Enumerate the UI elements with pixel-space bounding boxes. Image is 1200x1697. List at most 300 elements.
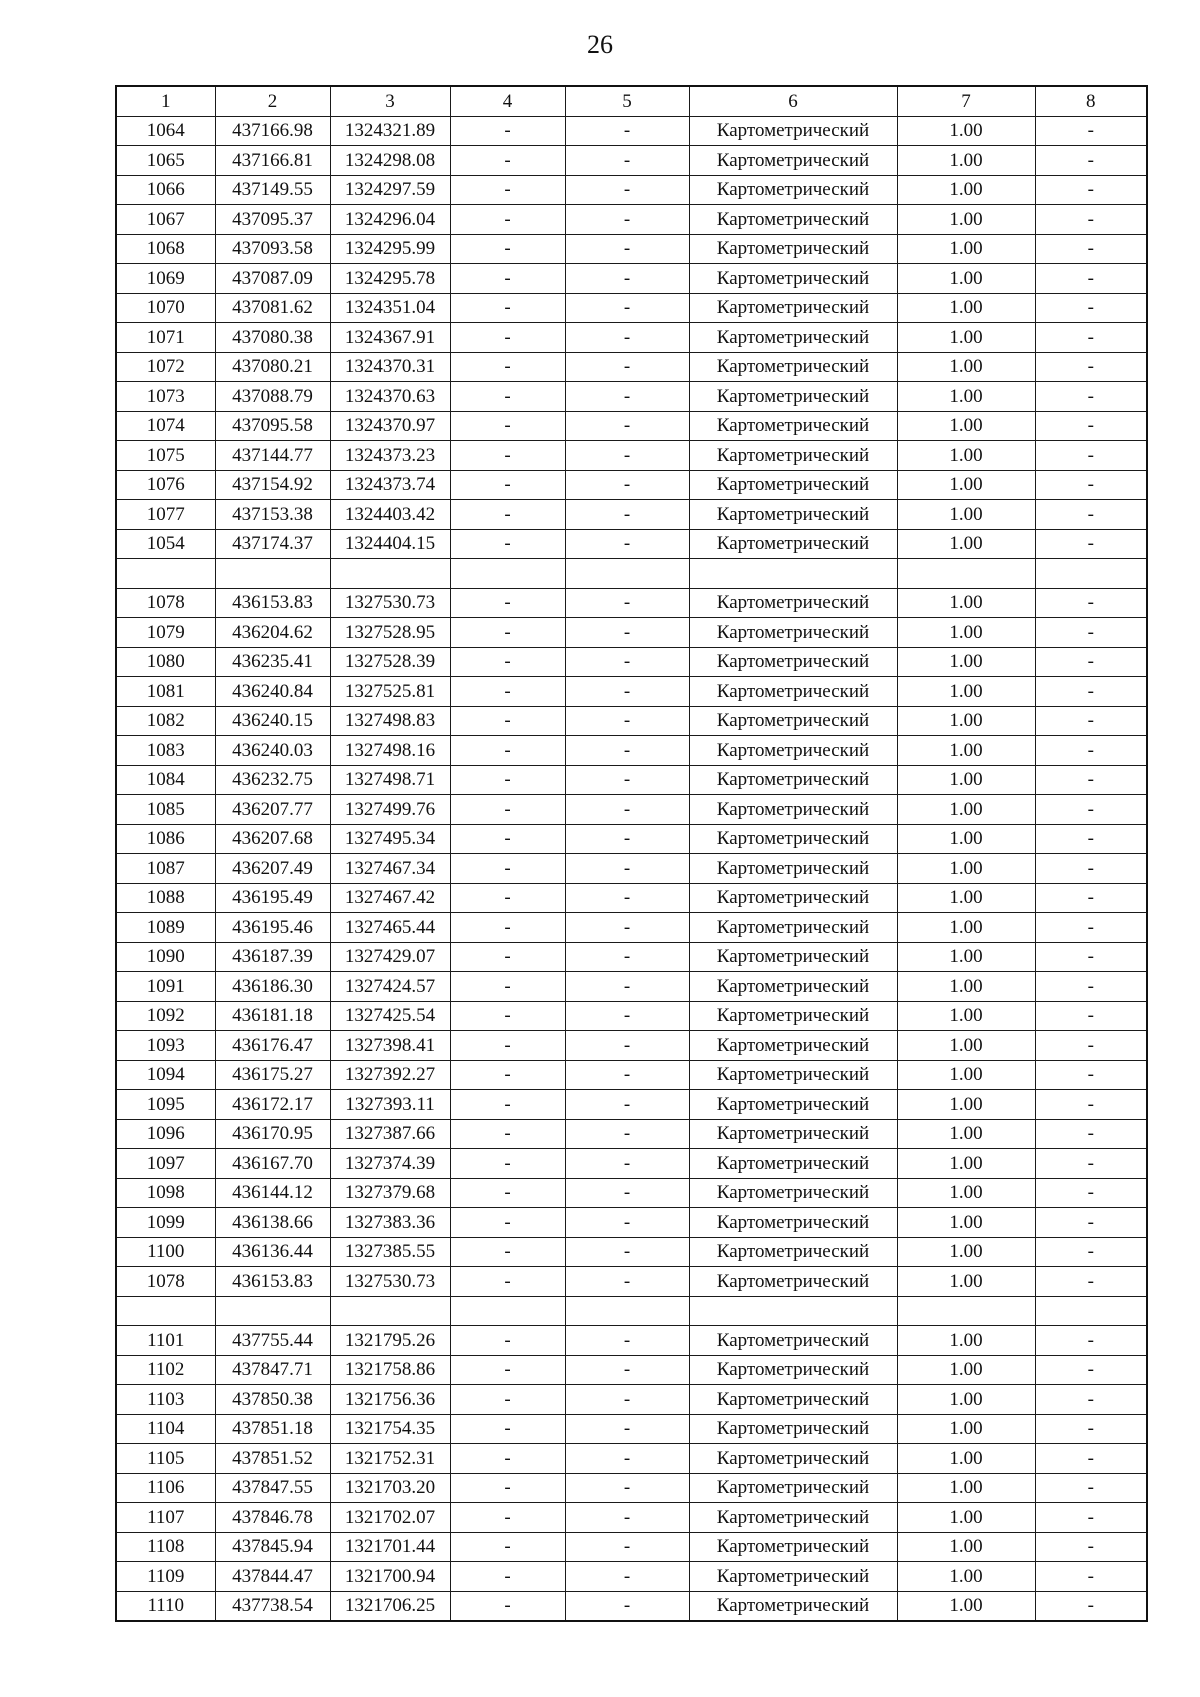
y-coordinate-cell: 1327424.57: [330, 972, 450, 1002]
col4-cell: -: [450, 146, 565, 176]
y-coordinate-cell: 1321706.25: [330, 1591, 450, 1621]
col5-cell: -: [565, 264, 689, 294]
col4-cell: [450, 559, 565, 589]
col8-cell: -: [1035, 1090, 1147, 1120]
method-cell: Картометрический: [689, 1208, 897, 1238]
table-row: [116, 441, 1147, 471]
method-cell: Картометрический: [689, 529, 897, 559]
point-number-cell: 1098: [116, 1178, 215, 1208]
y-coordinate-cell: 1327498.83: [330, 706, 450, 736]
method-cell: Картометрический: [689, 824, 897, 854]
method-cell: Картометрический: [689, 175, 897, 205]
point-number-cell: 1102: [116, 1355, 215, 1385]
x-coordinate-cell: 437149.55: [215, 175, 330, 205]
point-number-cell: 1081: [116, 677, 215, 707]
precision-cell: [897, 559, 1035, 589]
x-coordinate-cell: 437081.62: [215, 293, 330, 323]
point-number-cell: 1089: [116, 913, 215, 943]
y-coordinate-cell: 1321752.31: [330, 1444, 450, 1474]
precision-cell: 1.00: [897, 647, 1035, 677]
col8-cell: -: [1035, 1532, 1147, 1562]
method-cell: Картометрический: [689, 1591, 897, 1621]
col8-cell: -: [1035, 618, 1147, 648]
precision-cell: 1.00: [897, 1119, 1035, 1149]
x-coordinate-cell: 436138.66: [215, 1208, 330, 1238]
x-coordinate-cell: 436235.41: [215, 647, 330, 677]
table-row: [116, 913, 1147, 943]
precision-cell: 1.00: [897, 1208, 1035, 1238]
column-header: 7: [897, 86, 1035, 116]
y-coordinate-cell: 1327528.39: [330, 647, 450, 677]
precision-cell: 1.00: [897, 1385, 1035, 1415]
col8-cell: -: [1035, 352, 1147, 382]
x-coordinate-cell: 437851.52: [215, 1444, 330, 1474]
x-coordinate-cell: 437847.55: [215, 1473, 330, 1503]
col5-cell: -: [565, 323, 689, 353]
col4-cell: -: [450, 1267, 565, 1297]
col5-cell: -: [565, 883, 689, 913]
page-number: 26: [587, 30, 613, 59]
method-cell: Картометрический: [689, 234, 897, 264]
table-row: [116, 559, 1147, 589]
col5-cell: -: [565, 1267, 689, 1297]
x-coordinate-cell: 437144.77: [215, 441, 330, 471]
precision-cell: 1.00: [897, 175, 1035, 205]
col4-cell: -: [450, 854, 565, 884]
precision-cell: 1.00: [897, 1031, 1035, 1061]
col4-cell: -: [450, 1532, 565, 1562]
col5-cell: -: [565, 1532, 689, 1562]
column-header: 4: [450, 86, 565, 116]
point-number-cell: 1074: [116, 411, 215, 441]
col5-cell: [565, 559, 689, 589]
precision-cell: 1.00: [897, 1562, 1035, 1592]
col4-cell: -: [450, 942, 565, 972]
table-row: [116, 1503, 1147, 1533]
col8-cell: -: [1035, 411, 1147, 441]
col4-cell: -: [450, 765, 565, 795]
point-number-cell: 1080: [116, 647, 215, 677]
y-coordinate-cell: 1321795.26: [330, 1326, 450, 1356]
col4-cell: -: [450, 293, 565, 323]
precision-cell: 1.00: [897, 441, 1035, 471]
col5-cell: [565, 1296, 689, 1326]
table-row: [116, 264, 1147, 294]
y-coordinate-cell: 1324321.89: [330, 116, 450, 146]
y-coordinate-cell: 1327385.55: [330, 1237, 450, 1267]
col5-cell: -: [565, 913, 689, 943]
method-cell: Картометрический: [689, 500, 897, 530]
col4-cell: -: [450, 411, 565, 441]
y-coordinate-cell: 1321701.44: [330, 1532, 450, 1562]
precision-cell: 1.00: [897, 795, 1035, 825]
y-coordinate-cell: 1324403.42: [330, 500, 450, 530]
col5-cell: -: [565, 1090, 689, 1120]
col4-cell: -: [450, 323, 565, 353]
precision-cell: 1.00: [897, 146, 1035, 176]
col5-cell: -: [565, 116, 689, 146]
col8-cell: -: [1035, 1503, 1147, 1533]
col8-cell: -: [1035, 293, 1147, 323]
method-cell: Картометрический: [689, 264, 897, 294]
col4-cell: -: [450, 1178, 565, 1208]
table-row: [116, 647, 1147, 677]
method-cell: Картометрический: [689, 382, 897, 412]
col5-cell: -: [565, 1208, 689, 1238]
col8-cell: -: [1035, 264, 1147, 294]
table-row: [116, 1031, 1147, 1061]
x-coordinate-cell: 436153.83: [215, 588, 330, 618]
y-coordinate-cell: 1327499.76: [330, 795, 450, 825]
precision-cell: 1.00: [897, 234, 1035, 264]
y-coordinate-cell: 1324370.97: [330, 411, 450, 441]
method-cell: Картометрический: [689, 470, 897, 500]
y-coordinate-cell: 1327528.95: [330, 618, 450, 648]
col8-cell: -: [1035, 500, 1147, 530]
method-cell: Картометрический: [689, 1149, 897, 1179]
y-coordinate-cell: 1327374.39: [330, 1149, 450, 1179]
col8-cell: -: [1035, 234, 1147, 264]
method-cell: Картометрический: [689, 1001, 897, 1031]
point-number-cell: 1078: [116, 1267, 215, 1297]
x-coordinate-cell: 437847.71: [215, 1355, 330, 1385]
col8-cell: -: [1035, 1031, 1147, 1061]
y-coordinate-cell: 1324370.63: [330, 382, 450, 412]
x-coordinate-cell: 437095.58: [215, 411, 330, 441]
precision-cell: 1.00: [897, 1060, 1035, 1090]
method-cell: Картометрический: [689, 1444, 897, 1474]
y-coordinate-cell: 1327429.07: [330, 942, 450, 972]
y-coordinate-cell: 1327465.44: [330, 913, 450, 943]
method-cell: Картометрический: [689, 588, 897, 618]
col5-cell: -: [565, 146, 689, 176]
col4-cell: -: [450, 1591, 565, 1621]
point-number-cell: 1068: [116, 234, 215, 264]
x-coordinate-cell: 437850.38: [215, 1385, 330, 1415]
x-coordinate-cell: 436207.77: [215, 795, 330, 825]
method-cell: Картометрический: [689, 323, 897, 353]
point-number-cell: 1094: [116, 1060, 215, 1090]
method-cell: Картометрический: [689, 972, 897, 1002]
col8-cell: -: [1035, 765, 1147, 795]
col5-cell: -: [565, 175, 689, 205]
precision-cell: 1.00: [897, 854, 1035, 884]
method-cell: Картометрический: [689, 1031, 897, 1061]
point-number-cell: 1078: [116, 588, 215, 618]
col5-cell: -: [565, 1473, 689, 1503]
point-number-cell: 1070: [116, 293, 215, 323]
col8-cell: -: [1035, 706, 1147, 736]
point-number-cell: 1071: [116, 323, 215, 353]
precision-cell: 1.00: [897, 1149, 1035, 1179]
method-cell: Картометрический: [689, 618, 897, 648]
point-number-cell: 1075: [116, 441, 215, 471]
point-number-cell: 1079: [116, 618, 215, 648]
x-coordinate-cell: 436181.18: [215, 1001, 330, 1031]
point-number-cell: 1105: [116, 1444, 215, 1474]
col5-cell: -: [565, 529, 689, 559]
point-number-cell: 1086: [116, 824, 215, 854]
point-number-cell: 1073: [116, 382, 215, 412]
table-row: [116, 1149, 1147, 1179]
point-number-cell: 1072: [116, 352, 215, 382]
x-coordinate-cell: 437153.38: [215, 500, 330, 530]
y-coordinate-cell: 1324370.31: [330, 352, 450, 382]
precision-cell: 1.00: [897, 706, 1035, 736]
precision-cell: 1.00: [897, 1178, 1035, 1208]
table-row: [116, 854, 1147, 884]
y-coordinate-cell: 1321703.20: [330, 1473, 450, 1503]
col4-cell: -: [450, 441, 565, 471]
col8-cell: -: [1035, 647, 1147, 677]
precision-cell: 1.00: [897, 1237, 1035, 1267]
y-coordinate-cell: 1327530.73: [330, 1267, 450, 1297]
table-row: [116, 293, 1147, 323]
col5-cell: -: [565, 854, 689, 884]
x-coordinate-cell: 436176.47: [215, 1031, 330, 1061]
col4-cell: -: [450, 883, 565, 913]
table-row: [116, 352, 1147, 382]
x-coordinate-cell: 437851.18: [215, 1414, 330, 1444]
table-row: [116, 116, 1147, 146]
table-row: [116, 588, 1147, 618]
y-coordinate-cell: 1327467.34: [330, 854, 450, 884]
point-number-cell: 1054: [116, 529, 215, 559]
col5-cell: -: [565, 972, 689, 1002]
col8-cell: -: [1035, 146, 1147, 176]
method-cell: Картометрический: [689, 1473, 897, 1503]
col4-cell: -: [450, 175, 565, 205]
table-header-row: [116, 86, 1147, 116]
col5-cell: -: [565, 706, 689, 736]
point-number-cell: 1065: [116, 146, 215, 176]
precision-cell: 1.00: [897, 1503, 1035, 1533]
point-number-cell: 1109: [116, 1562, 215, 1592]
method-cell: Картометрический: [689, 913, 897, 943]
col8-cell: -: [1035, 470, 1147, 500]
table-row: [116, 972, 1147, 1002]
table-row: [116, 1090, 1147, 1120]
x-coordinate-cell: 437174.37: [215, 529, 330, 559]
col8-cell: -: [1035, 116, 1147, 146]
col4-cell: -: [450, 470, 565, 500]
method-cell: Картометрический: [689, 1385, 897, 1415]
x-coordinate-cell: 436186.30: [215, 972, 330, 1002]
method-cell: Картометрический: [689, 411, 897, 441]
x-coordinate-cell: 436136.44: [215, 1237, 330, 1267]
col4-cell: -: [450, 706, 565, 736]
precision-cell: 1.00: [897, 1532, 1035, 1562]
col4-cell: -: [450, 795, 565, 825]
x-coordinate-cell: 437846.78: [215, 1503, 330, 1533]
col5-cell: -: [565, 1503, 689, 1533]
x-coordinate-cell: 436240.03: [215, 736, 330, 766]
method-cell: Картометрический: [689, 706, 897, 736]
col5-cell: -: [565, 293, 689, 323]
precision-cell: 1.00: [897, 500, 1035, 530]
y-coordinate-cell: 1327530.73: [330, 588, 450, 618]
col5-cell: -: [565, 470, 689, 500]
col4-cell: -: [450, 1001, 565, 1031]
y-coordinate-cell: [330, 1296, 450, 1326]
method-cell: Картометрический: [689, 1562, 897, 1592]
precision-cell: 1.00: [897, 1267, 1035, 1297]
col8-cell: -: [1035, 972, 1147, 1002]
y-coordinate-cell: 1327379.68: [330, 1178, 450, 1208]
y-coordinate-cell: 1327383.36: [330, 1208, 450, 1238]
x-coordinate-cell: 437087.09: [215, 264, 330, 294]
point-number-cell: 1069: [116, 264, 215, 294]
x-coordinate-cell: 436240.15: [215, 706, 330, 736]
col5-cell: -: [565, 1237, 689, 1267]
col4-cell: -: [450, 1326, 565, 1356]
table-row: [116, 1444, 1147, 1474]
method-cell: Картометрический: [689, 1119, 897, 1149]
y-coordinate-cell: 1321756.36: [330, 1385, 450, 1415]
col5-cell: -: [565, 1060, 689, 1090]
x-coordinate-cell: 437166.98: [215, 116, 330, 146]
x-coordinate-cell: 436232.75: [215, 765, 330, 795]
precision-cell: 1.00: [897, 1355, 1035, 1385]
point-number-cell: [116, 1296, 215, 1326]
x-coordinate-cell: [215, 559, 330, 589]
table-row: [116, 1355, 1147, 1385]
method-cell: Картометрический: [689, 1414, 897, 1444]
col4-cell: -: [450, 588, 565, 618]
method-cell: Картометрический: [689, 146, 897, 176]
col5-cell: -: [565, 736, 689, 766]
y-coordinate-cell: 1321700.94: [330, 1562, 450, 1592]
col5-cell: -: [565, 205, 689, 235]
table-row: [116, 1591, 1147, 1621]
point-number-cell: [116, 559, 215, 589]
col5-cell: -: [565, 1149, 689, 1179]
col8-cell: -: [1035, 1326, 1147, 1356]
method-cell: Картометрический: [689, 1532, 897, 1562]
y-coordinate-cell: 1327498.16: [330, 736, 450, 766]
point-number-cell: 1090: [116, 942, 215, 972]
col5-cell: -: [565, 500, 689, 530]
point-number-cell: 1066: [116, 175, 215, 205]
table-row: [116, 736, 1147, 766]
precision-cell: 1.00: [897, 824, 1035, 854]
y-coordinate-cell: 1321702.07: [330, 1503, 450, 1533]
col5-cell: -: [565, 618, 689, 648]
col5-cell: -: [565, 824, 689, 854]
col8-cell: -: [1035, 529, 1147, 559]
precision-cell: 1.00: [897, 323, 1035, 353]
method-cell: Картометрический: [689, 293, 897, 323]
col5-cell: -: [565, 588, 689, 618]
x-coordinate-cell: 437738.54: [215, 1591, 330, 1621]
precision-cell: 1.00: [897, 883, 1035, 913]
col4-cell: -: [450, 264, 565, 294]
col8-cell: -: [1035, 1208, 1147, 1238]
col5-cell: -: [565, 1562, 689, 1592]
column-header: 6: [689, 86, 897, 116]
method-cell: Картометрический: [689, 1178, 897, 1208]
point-number-cell: 1097: [116, 1149, 215, 1179]
method-cell: Картометрический: [689, 116, 897, 146]
method-cell: Картометрический: [689, 854, 897, 884]
x-coordinate-cell: 436175.27: [215, 1060, 330, 1090]
method-cell: Картометрический: [689, 352, 897, 382]
method-cell: Картометрический: [689, 736, 897, 766]
y-coordinate-cell: 1324367.91: [330, 323, 450, 353]
x-coordinate-cell: 436240.84: [215, 677, 330, 707]
col8-cell: -: [1035, 1355, 1147, 1385]
table-row: [116, 529, 1147, 559]
col5-cell: -: [565, 234, 689, 264]
point-number-cell: 1088: [116, 883, 215, 913]
point-number-cell: 1104: [116, 1414, 215, 1444]
col5-cell: -: [565, 795, 689, 825]
col4-cell: -: [450, 1355, 565, 1385]
col4-cell: -: [450, 234, 565, 264]
col4-cell: -: [450, 1562, 565, 1592]
point-number-cell: 1096: [116, 1119, 215, 1149]
y-coordinate-cell: 1327393.11: [330, 1090, 450, 1120]
column-header: 8: [1035, 86, 1147, 116]
col5-cell: -: [565, 1326, 689, 1356]
col5-cell: -: [565, 1591, 689, 1621]
method-cell: Картометрический: [689, 647, 897, 677]
x-coordinate-cell: 437093.58: [215, 234, 330, 264]
point-number-cell: 1092: [116, 1001, 215, 1031]
column-header: 2: [215, 86, 330, 116]
precision-cell: 1.00: [897, 1090, 1035, 1120]
precision-cell: 1.00: [897, 1473, 1035, 1503]
point-number-cell: 1091: [116, 972, 215, 1002]
col4-cell: [450, 1296, 565, 1326]
point-number-cell: 1106: [116, 1473, 215, 1503]
col8-cell: -: [1035, 205, 1147, 235]
table-row: [116, 146, 1147, 176]
y-coordinate-cell: 1324297.59: [330, 175, 450, 205]
y-coordinate-cell: 1327392.27: [330, 1060, 450, 1090]
precision-cell: 1.00: [897, 1001, 1035, 1031]
x-coordinate-cell: 436207.68: [215, 824, 330, 854]
point-number-cell: 1084: [116, 765, 215, 795]
table-row: [116, 175, 1147, 205]
col4-cell: -: [450, 677, 565, 707]
point-number-cell: 1093: [116, 1031, 215, 1061]
y-coordinate-cell: 1327467.42: [330, 883, 450, 913]
point-number-cell: 1064: [116, 116, 215, 146]
precision-cell: 1.00: [897, 972, 1035, 1002]
y-coordinate-cell: 1327425.54: [330, 1001, 450, 1031]
method-cell: Картометрический: [689, 1060, 897, 1090]
table-row: [116, 323, 1147, 353]
table-row: [116, 1178, 1147, 1208]
col4-cell: -: [450, 1473, 565, 1503]
col5-cell: -: [565, 1001, 689, 1031]
x-coordinate-cell: 436144.12: [215, 1178, 330, 1208]
point-number-cell: 1095: [116, 1090, 215, 1120]
precision-cell: 1.00: [897, 677, 1035, 707]
x-coordinate-cell: 437095.37: [215, 205, 330, 235]
precision-cell: 1.00: [897, 913, 1035, 943]
point-number-cell: 1108: [116, 1532, 215, 1562]
method-cell: Картометрический: [689, 205, 897, 235]
y-coordinate-cell: 1321758.86: [330, 1355, 450, 1385]
x-coordinate-cell: 437154.92: [215, 470, 330, 500]
precision-cell: 1.00: [897, 470, 1035, 500]
col4-cell: -: [450, 1119, 565, 1149]
table-row: [116, 677, 1147, 707]
x-coordinate-cell: 437080.21: [215, 352, 330, 382]
col8-cell: -: [1035, 824, 1147, 854]
